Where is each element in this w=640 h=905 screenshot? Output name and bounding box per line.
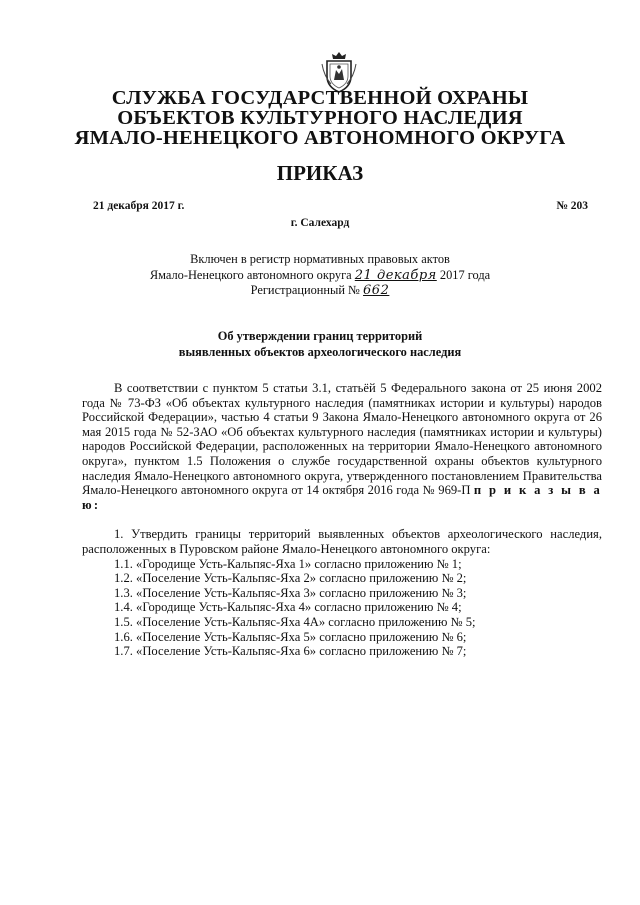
point-1: 1. Утвердить границы территорий выявленных объектов археологического наследия, расположенных в Пуровском районе Ямало-Ненецкого автономного округа: bbox=[82, 527, 602, 556]
subject-line-2: выявленных объектов археологического наследия bbox=[178, 344, 462, 359]
org-title-line-1: СЛУЖБА ГОСУДАРСТВЕННОЙ ОХРАНЫ bbox=[111, 87, 529, 109]
preamble-text: В соответствии с пунктом 5 статьи 3.1, статьёй 5 Федерального закона от 25 июня 2002 года № 73-ФЗ «Об объектах культурного наследия (памятниках истории и культуры) народов Российской Федерации», частью 4 статьи 9 Закона Ямало-Ненецкого автономного округа от 26 мая 2015 года № 52-ЗАО «Об объектах культурного наследия (памятниках истории и культуры) народов Российской Федерации, расположенных на территории Ямало-Ненецкого автономного округа», пунктом 1.5 Положения о службе государственной охраны объектов культурного наследия Ямало-Ненецкого автономного округа, утвержденного постановлением Правительства Ямало-Ненецкого автономного округа от 14 октября 2016 года № 969-П bbox=[82, 381, 602, 498]
registry-line-2-prefix: Ямало-Ненецкого автономного округа bbox=[149, 267, 352, 282]
registry-line-1: Включен в регистр нормативных правовых актов bbox=[190, 252, 450, 266]
registry-stamp bbox=[0, 252, 640, 299]
subitem-1-3: 1.3. «Поселение Усть-Кальпяс-Яха 3» согласно приложению № 3; bbox=[114, 585, 467, 600]
org-title-line-3: ЯМАЛО-НЕНЕЦКОГО АВТОНОМНОГО ОКРУГА bbox=[74, 127, 566, 149]
subitem-1-7: 1.7. «Поселение Усть-Кальпяс-Яха 6» согласно приложению № 7; bbox=[114, 644, 467, 659]
subitem-1-5: 1.5. «Поселение Усть-Кальпяс-Яха 4А» согласно приложению № 5; bbox=[114, 614, 476, 629]
subject-line-1: Об утверждении границ территорий bbox=[217, 329, 423, 343]
subitem-list bbox=[82, 557, 602, 659]
preamble-paragraph bbox=[82, 381, 602, 512]
registry-line-3-prefix: Регистрационный № bbox=[250, 283, 360, 297]
handwritten-registration-number: 662 bbox=[363, 283, 390, 298]
organization-title bbox=[0, 88, 640, 148]
handwritten-registration-date: 21 декабря bbox=[354, 267, 437, 283]
orders-word: п р и к а з ы в а ю: bbox=[82, 483, 602, 512]
subitem-1-4: 1.4. «Городище Усть-Кальпяс-Яха 4» согласно приложению № 4; bbox=[114, 600, 462, 615]
order-number: № 203 bbox=[556, 200, 588, 212]
registry-line-2-suffix: 2017 года bbox=[439, 267, 491, 282]
registry-line-2 bbox=[0, 268, 640, 284]
order-body bbox=[82, 381, 602, 659]
document-type: ПРИКАЗ bbox=[276, 161, 364, 185]
org-title-line-2: ОБЪЕКТОВ КУЛЬТУРНОГО НАСЛЕДИЯ bbox=[117, 107, 523, 129]
order-subject bbox=[0, 329, 640, 360]
subitem-1-1: 1.1. «Городище Усть-Кальпяс-Яха 1» согласно приложению № 1; bbox=[114, 556, 462, 571]
subitem-1-6: 1.6. «Поселение Усть-Кальпяс-Яха 5» согласно приложению № 6; bbox=[114, 629, 467, 644]
order-date: 21 декабря 2017 г. bbox=[93, 200, 185, 212]
order-city: г. Салехард bbox=[290, 217, 350, 229]
subitem-1-2: 1.2. «Поселение Усть-Кальпяс-Яха 2» согласно приложению № 2; bbox=[114, 571, 467, 586]
registry-line-3 bbox=[0, 283, 640, 299]
